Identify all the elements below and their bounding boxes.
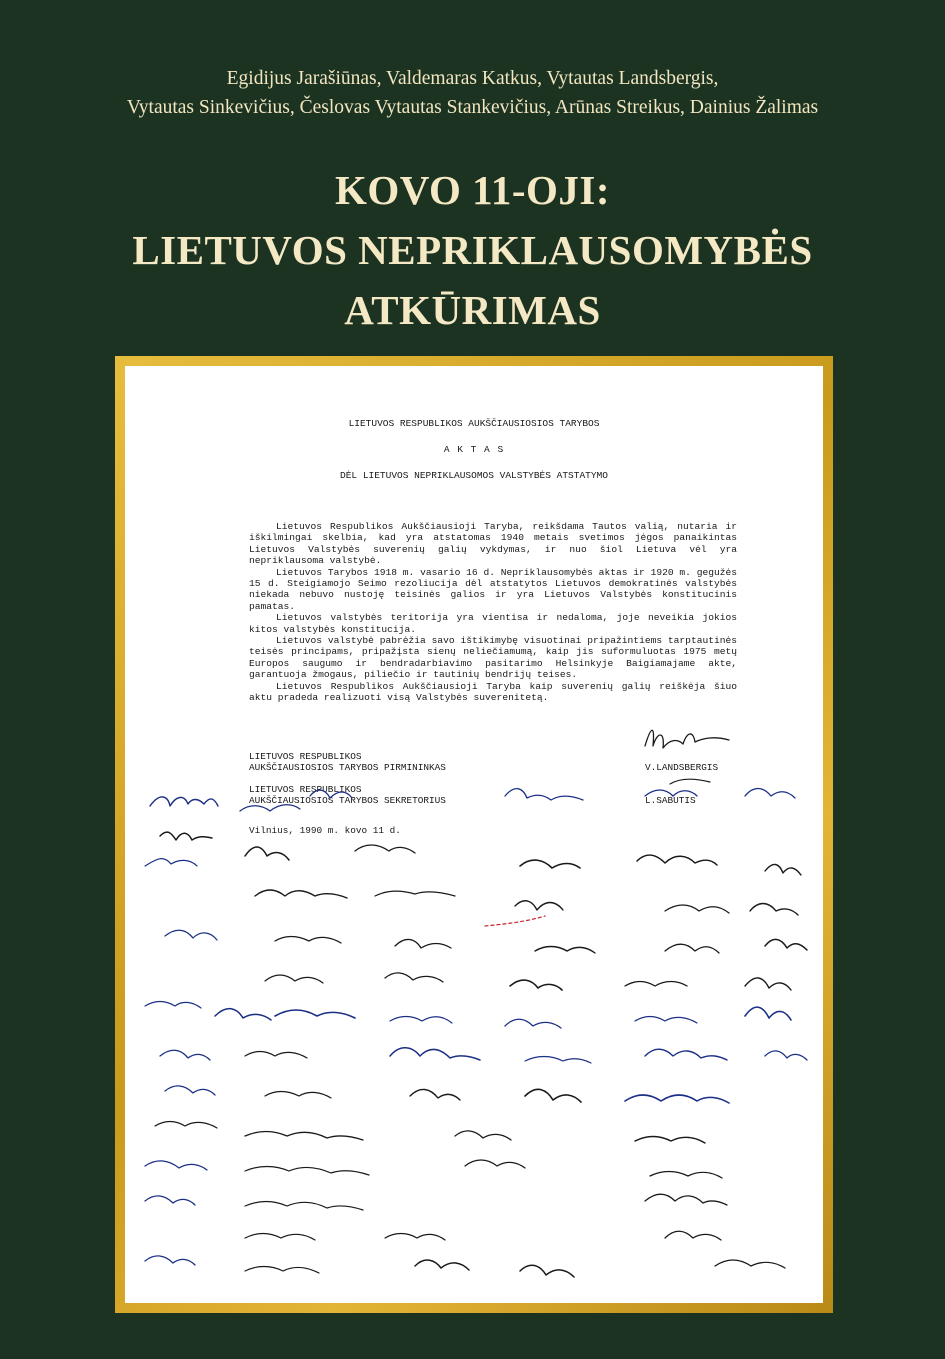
signature [505, 789, 583, 800]
signature [145, 1002, 201, 1009]
book-title [0, 160, 945, 340]
paragraph: Lietuvos valstybė pabrėžia savo ištikimybę visuotinai pripažintiems tarptautinės teisės principams, pripažįsta sienų neliečiamumą, kaip jis suformuluotas 1975 metų Europos saugumo ir bendradarbiavimo pasitarimo Helsinkyje Baigiamajame akte, garantuoja žmogaus, piliečio ir tautinių bendrijų teises. [249, 635, 737, 681]
signature [240, 805, 300, 811]
secretary-name: L.SABUTIS [645, 795, 696, 806]
signature [625, 982, 687, 987]
signature [765, 1051, 807, 1060]
secretary-label-2: AUKŠČIAUSIOSIOS TARYBOS SEKRETORIUS [249, 795, 446, 806]
signature [750, 904, 798, 916]
signature [665, 944, 719, 953]
title-line-2: LIETUVOS NEPRIKLAUSOMYBĖS [132, 227, 813, 273]
signature [265, 1092, 331, 1099]
signature [525, 1057, 591, 1064]
signature [385, 973, 443, 982]
signature [245, 1052, 307, 1059]
signature [275, 1010, 355, 1018]
signature [635, 1017, 697, 1024]
signature [765, 864, 801, 875]
signature [275, 937, 341, 944]
signature [390, 1017, 452, 1024]
signature [535, 947, 595, 954]
title-line-1: KOVO 11-OJI: [334, 167, 611, 213]
authors-line-1: Egidijus Jarašiūnas, Valdemaras Katkus, Vytautas Landsbergis, [226, 68, 719, 89]
document-issuer: LIETUVOS RESPUBLIKOS AUKŠČIAUSIOSIOS TARYBOS [348, 418, 600, 429]
authors-line-2: Vytautas Sinkevičius, Česlovas Vytautas Stankevičius, Arūnas Streikus, Dainius Žalimas [126, 97, 819, 118]
author-list [0, 64, 945, 122]
signature [645, 1049, 727, 1060]
paragraph: Lietuvos Respublikos Aukščiausioji Taryba, reikšdama Tautos valią, nutaria ir iškilmingai skelbia, kad yra atstatomas 1940 metais svetimos jėgos panaikintas Lietuvos Valstybės suverenių galių vykdymas, ir nuo šiol Lietuva vėl yra nepriklausoma valstybė. [249, 521, 737, 567]
signature [245, 1202, 363, 1211]
signature [745, 789, 795, 799]
signature [525, 1089, 581, 1102]
signature [520, 1265, 574, 1277]
signature [465, 1160, 525, 1168]
title-line-3: ATKŪRIMAS [344, 287, 601, 333]
signature [665, 1231, 721, 1240]
signature [745, 978, 791, 990]
signature [145, 1196, 195, 1205]
signature [245, 1132, 363, 1141]
signature [645, 790, 697, 796]
signature [415, 1260, 469, 1270]
signature [145, 1256, 195, 1265]
signature [385, 1234, 445, 1241]
signature [745, 1007, 791, 1020]
signature [510, 980, 562, 990]
signature [255, 890, 347, 898]
signature [395, 939, 451, 948]
signature [485, 916, 545, 926]
place-date: Vilnius, 1990 m. kovo 11 d. [249, 825, 401, 836]
signature [145, 859, 197, 866]
signatures-area [125, 366, 823, 1303]
secretary-label-1: LIETUVOS RESPUBLIKOS [249, 784, 362, 795]
signature [505, 1019, 561, 1028]
signature [245, 1267, 319, 1274]
paragraph: Lietuvos Respublikos Aukščiausioji Taryba kaip suverenių galių reiškėja šiuo aktu pradeda realizuoti visą Valstybės suverenitetą. [249, 680, 737, 704]
signature [645, 730, 729, 748]
signature [165, 930, 217, 940]
signature [715, 1260, 785, 1268]
signature [310, 790, 352, 798]
paragraph: Lietuvos Tarybos 1918 m. vasario 16 d. Nepriklausomybės aktas ir 1920 m. gegužės 15 d. Steigiamojo Seimo rezoliucija dėl atstatytos Lietuvos demokratinės valstybės niekada nebuvo nustoję teisinės galios ir yra Lietuvos Valstybės konstitucinis pamatas. [249, 566, 737, 612]
document-subject: DĖL LIETUVOS NEPRIKLAUSOMOS VALSTYBĖS ATSTATYMO [340, 470, 608, 481]
signature [375, 891, 455, 896]
signature [455, 1131, 511, 1140]
signature [245, 1234, 315, 1241]
signature [245, 847, 289, 860]
document-type: A K T A S [443, 444, 505, 455]
signature [637, 855, 717, 865]
signature [155, 1122, 217, 1129]
act-document [125, 366, 823, 1303]
signature [765, 939, 807, 950]
signature [165, 1086, 215, 1095]
signature [160, 1050, 210, 1060]
signature [645, 1194, 727, 1205]
paragraph: Lietuvos valstybės teritorija yra vientisa ir nedaloma, joje neveikia jokios kitos valstybės konstitucija. [249, 612, 737, 635]
signature [665, 905, 729, 913]
signature [390, 1048, 480, 1060]
signature [265, 975, 323, 983]
signature [625, 1095, 729, 1103]
signature [355, 845, 415, 853]
signature [145, 1161, 207, 1170]
signature [160, 832, 212, 840]
chairman-label-2: AUKŠČIAUSIOSIOS TARYBOS PIRMININKAS [249, 762, 446, 773]
signature [650, 1172, 722, 1179]
signature [670, 779, 710, 784]
signature [515, 901, 563, 910]
signature [245, 1167, 369, 1176]
signature [410, 1089, 460, 1100]
signature [520, 860, 580, 868]
chairman-label-1: LIETUVOS RESPUBLIKOS [249, 751, 362, 762]
signature [635, 1137, 705, 1144]
chairman-name: V.LANDSBERGIS [645, 762, 719, 773]
signature [215, 1009, 271, 1020]
signature [150, 797, 218, 806]
gold-frame [115, 356, 833, 1313]
